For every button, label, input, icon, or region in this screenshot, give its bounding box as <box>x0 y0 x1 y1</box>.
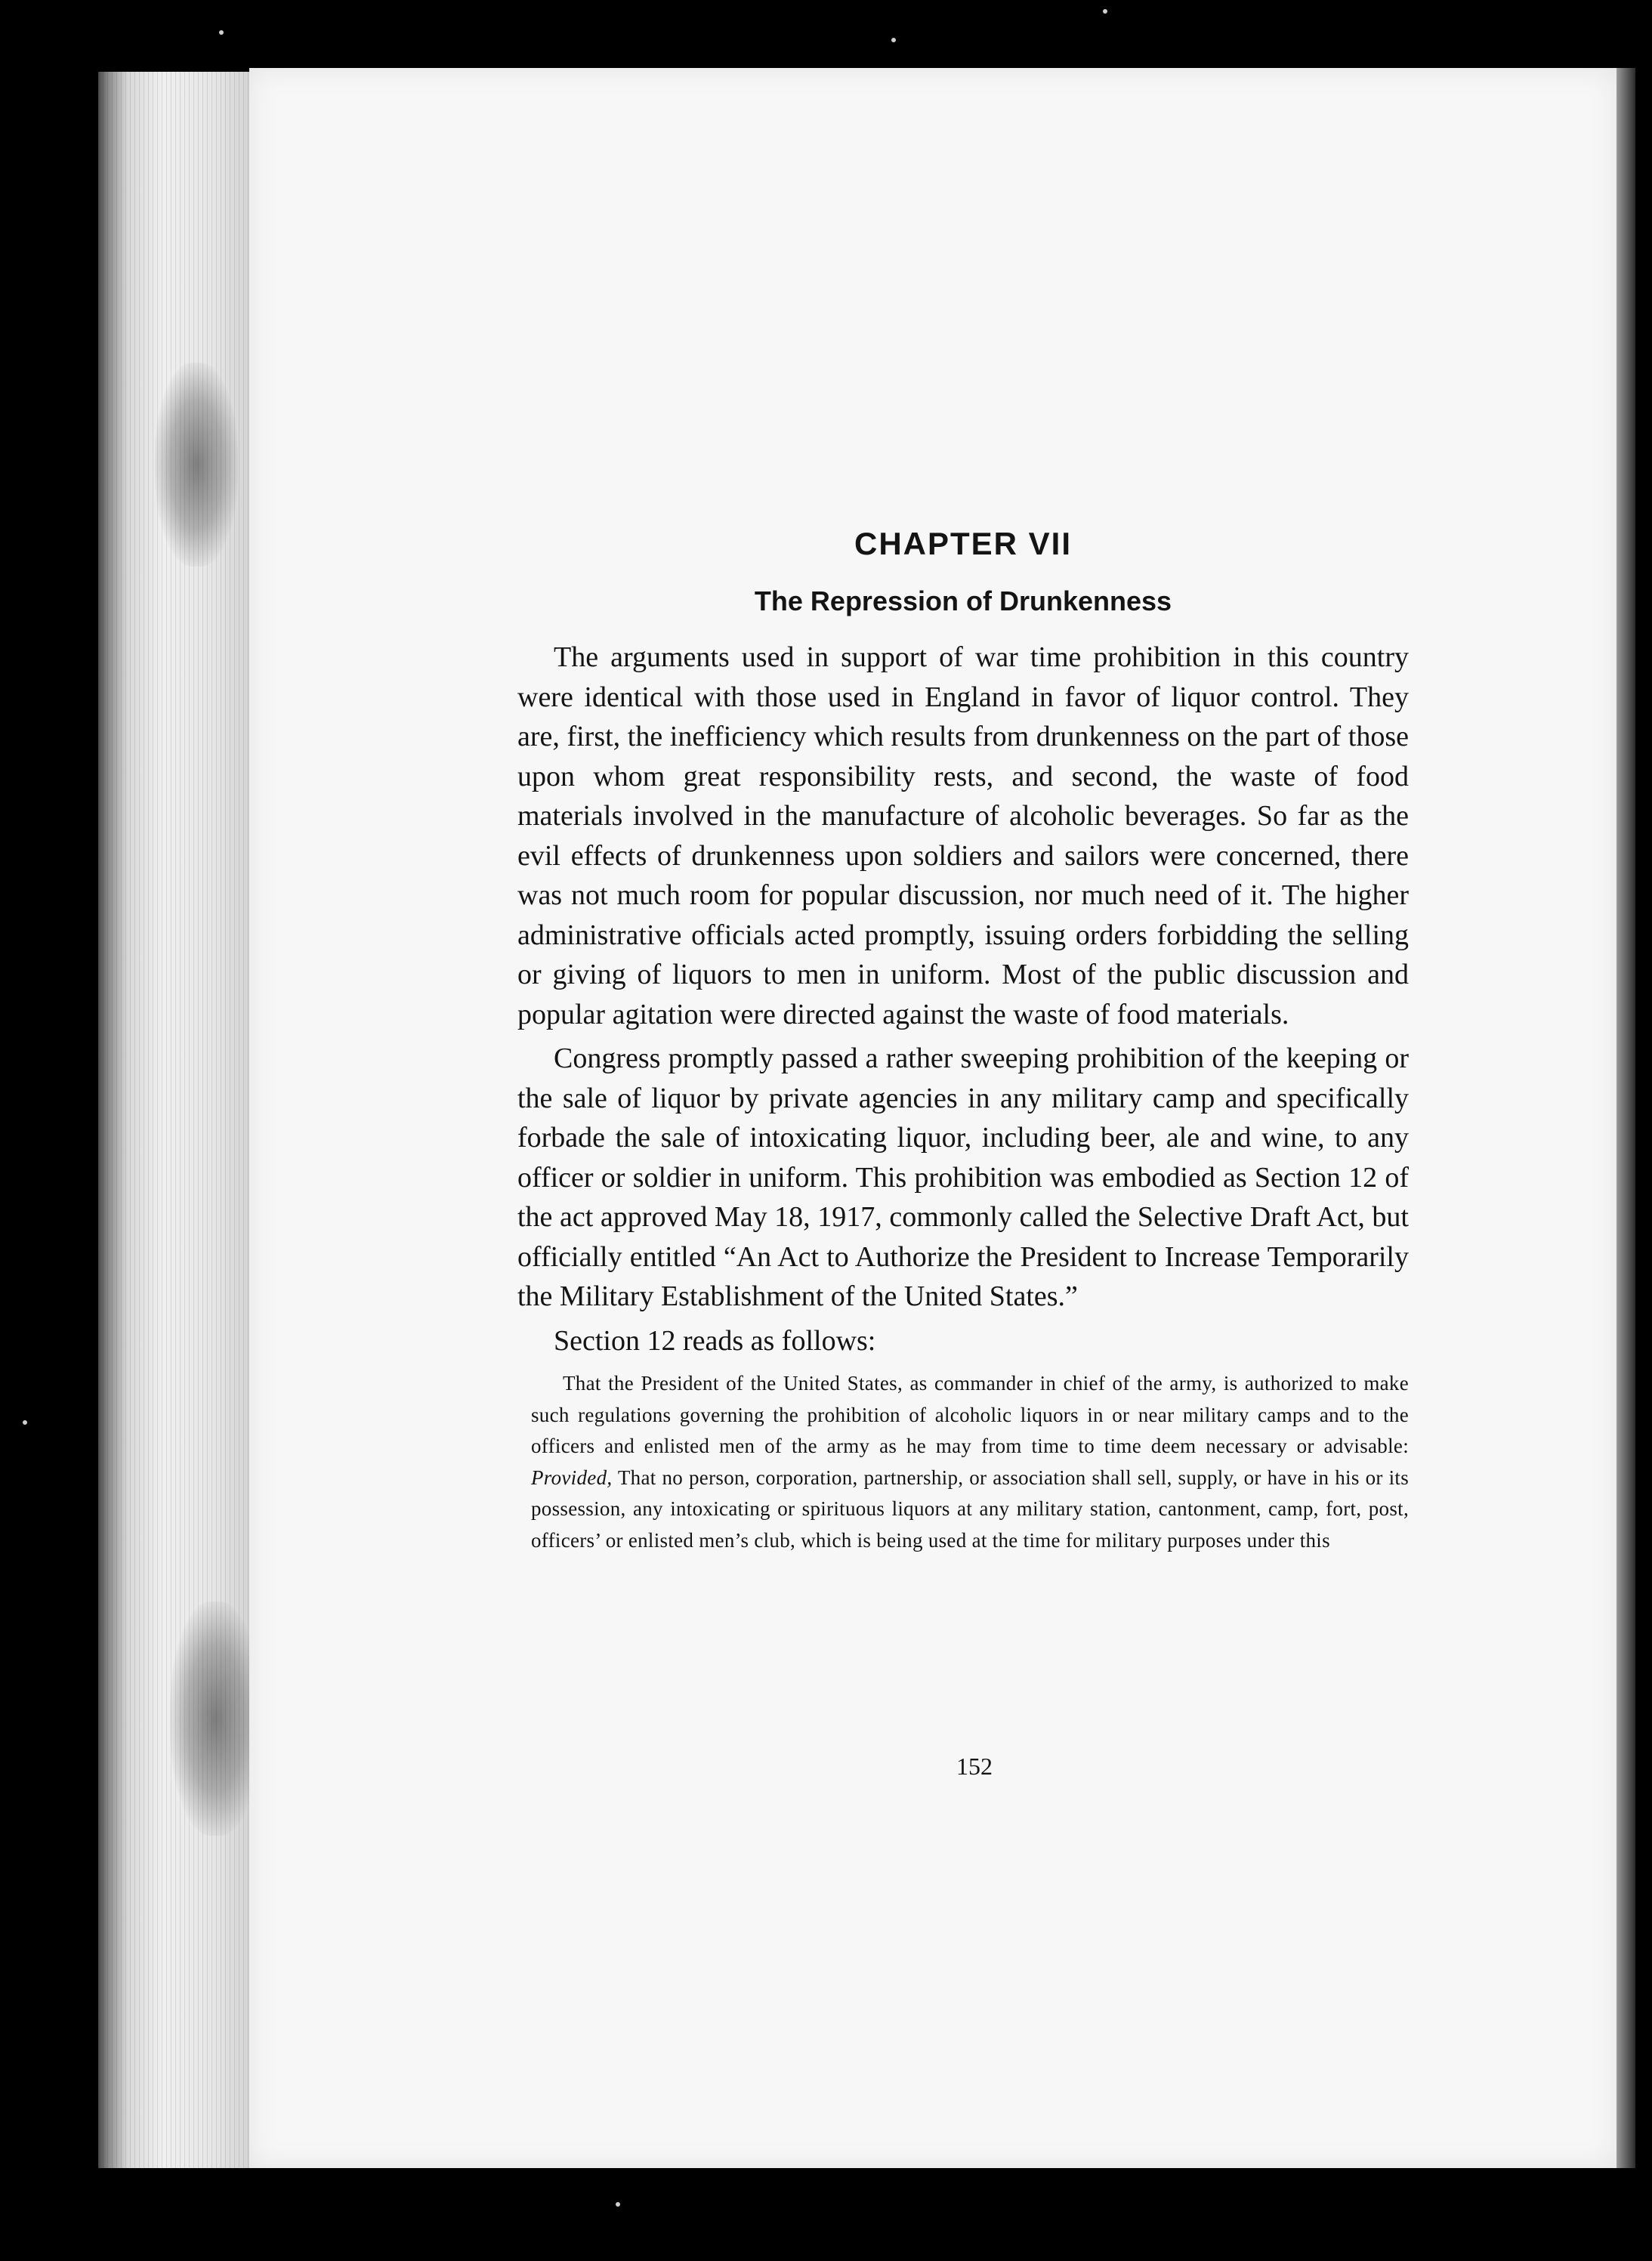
dust-speck <box>1103 9 1107 14</box>
book-right-edge <box>1616 68 1635 2168</box>
page-number: 152 <box>956 1753 993 1780</box>
quotation-proviso: Provided, <box>531 1466 613 1489</box>
dust-speck <box>616 2202 620 2207</box>
quotation-text-before: That the President of the United States, as commander in chief of the army, is authorized to make such regulations governing the prohibition of alcoholic liquors in or near military camps and to the officers and enlisted men of the army as he may from time to time deem necessary or advisable: <box>531 1372 1409 1457</box>
edge-stain-lower <box>170 1602 261 1836</box>
dust-speck <box>891 38 896 42</box>
statute-quotation <box>531 1368 1409 1556</box>
body-paragraph-3: Section 12 reads as follows: <box>554 1324 876 1357</box>
dust-speck <box>23 1420 27 1425</box>
quotation-text-after: That no person, corporation, partnership, or association shall sell, supply, or have in his or its possession, any intoxicating or spirituous liquors at any military station, cantonment, camp, fort, post, officers’ or enlisted men’s club, which is being used at the time for military purposes under this <box>531 1466 1410 1552</box>
edge-stain-upper <box>155 363 238 567</box>
body-paragraph-2: Congress promptly passed a rather sweeping prohibition of the keeping or the sale of liquor by private agencies in any military camp and specifically forbade the sale of intoxicating liquor, including beer, ale and wine, to any officer or soldier in uniform. This prohibition was embodied as Section 12 of the act approved May 18, 1917, commonly called the Selective Draft Act, but officially entitled “An Act to Authorize the President to Increase Temporarily the Military Establishment of the United States.” <box>517 1042 1409 1312</box>
page-text-block <box>517 521 1409 1556</box>
dust-speck <box>219 30 224 35</box>
body-paragraph-1: The arguments used in support of war time prohibition in this country were identical with those used in England in favor of liquor control. They are, first, the inefficiency which results from drunkenness on the part of those upon whom great responsibility rests, and second, the waste of food materials involved in the manufacture of alcoholic beverages. So far as the evil effects of drunkenness upon soldiers and sailors were concerned, there was not much room for popular discussion, nor much need of it. The higher administrative officials acted promptly, issuing orders forbidding the selling or giving of liquors to men in uniform. Most of the public discussion and popular agitation were directed against the waste of food materials. <box>517 641 1409 1030</box>
chapter-title: The Repression of Drunkenness <box>754 585 1172 616</box>
chapter-heading: CHAPTER VII <box>854 526 1073 561</box>
